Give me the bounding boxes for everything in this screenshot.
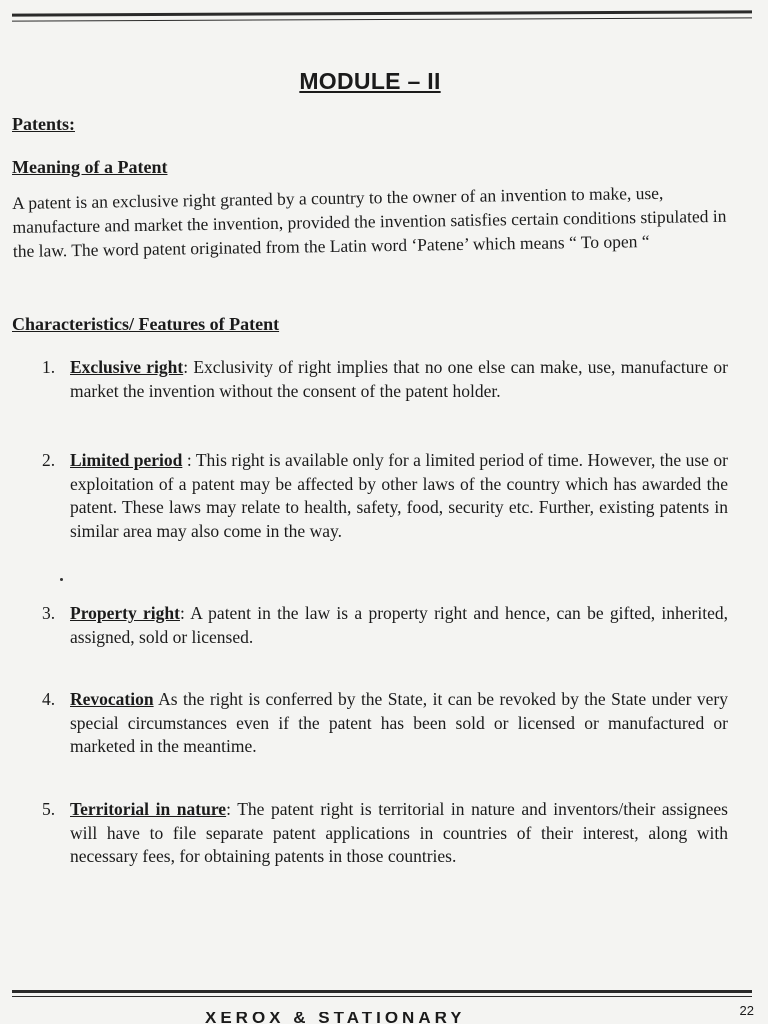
meaning-heading: Meaning of a Patent (12, 157, 168, 177)
item-number: 5. (42, 799, 56, 819)
footer-shop-text: XEROX & STATIONARY (205, 1012, 466, 1024)
item-term: Property right (70, 603, 180, 623)
item-text: A patent in the law is a property right and hence, can be gifted, inherited, assigned, sold or licensed. (70, 603, 728, 647)
item-number: 4. (42, 689, 56, 709)
item-term: Exclusive right (70, 357, 184, 377)
item-term: Territorial in nature (70, 799, 227, 819)
page-number: 22 (739, 1003, 754, 1018)
section-heading-patents: Patents: (12, 114, 75, 134)
item-number: 2. (42, 450, 56, 470)
meaning-paragraph: A patent is an exclusive right granted by a country to the owner of an invention to make, use, manufacture and market the invention, provided the invention satisfies certain conditions stipulated in the law. The word patent originated from the Latin word ‘Patene’ which means “ To open “ (12, 182, 727, 261)
top-rule-thick (12, 10, 752, 16)
item-term: Limited period (70, 450, 183, 470)
item-body (70, 449, 728, 543)
top-rule-thin (12, 17, 752, 21)
item-body (70, 798, 728, 869)
item-separator: : (182, 450, 192, 470)
item-separator: : (183, 357, 189, 377)
item-text: Exclusivity of right implies that no one else can make, use, manufacture or market the invention without the consent of the patent holder. (70, 357, 728, 401)
item-text: The patent right is territorial in nature and inventors/their assignees will have to file separate patent applications in countries of their interest, along with necessary fees, for obtaining patents in those countries. (70, 799, 728, 866)
item-number: 1. (42, 357, 56, 377)
item-text: As the right is conferred by the State, it can be revoked by the State under very special circumstances even if the patent has been sold or licensed or manufactured or marketed in the meantime. (70, 689, 728, 756)
item-number: 3. (42, 603, 56, 623)
item-body (70, 688, 728, 759)
module-title: MODULE – II (299, 68, 441, 94)
item-text: This right is available only for a limited period of time. However, the use or exploitation of a patent may be affected by other laws of the country which has awarded the patent. These laws may relate to health, safety, food, security etc. Further, existing patents in similar area may also come in the way. (70, 450, 728, 541)
item-body (70, 356, 728, 403)
characteristic-item (42, 356, 728, 403)
characteristic-item (42, 688, 728, 759)
characteristic-item (42, 798, 728, 869)
item-separator: : (226, 799, 231, 819)
characteristics-heading: Characteristics/ Features of Patent (12, 314, 280, 334)
item-separator: : (179, 603, 185, 623)
characteristic-item (42, 602, 728, 649)
item-body (70, 602, 728, 649)
bottom-rule-thick (12, 990, 752, 993)
bottom-rule-thin (12, 996, 752, 997)
characteristic-item (42, 449, 728, 543)
item-term: Revocation (70, 689, 154, 709)
scan-speck (60, 578, 63, 581)
